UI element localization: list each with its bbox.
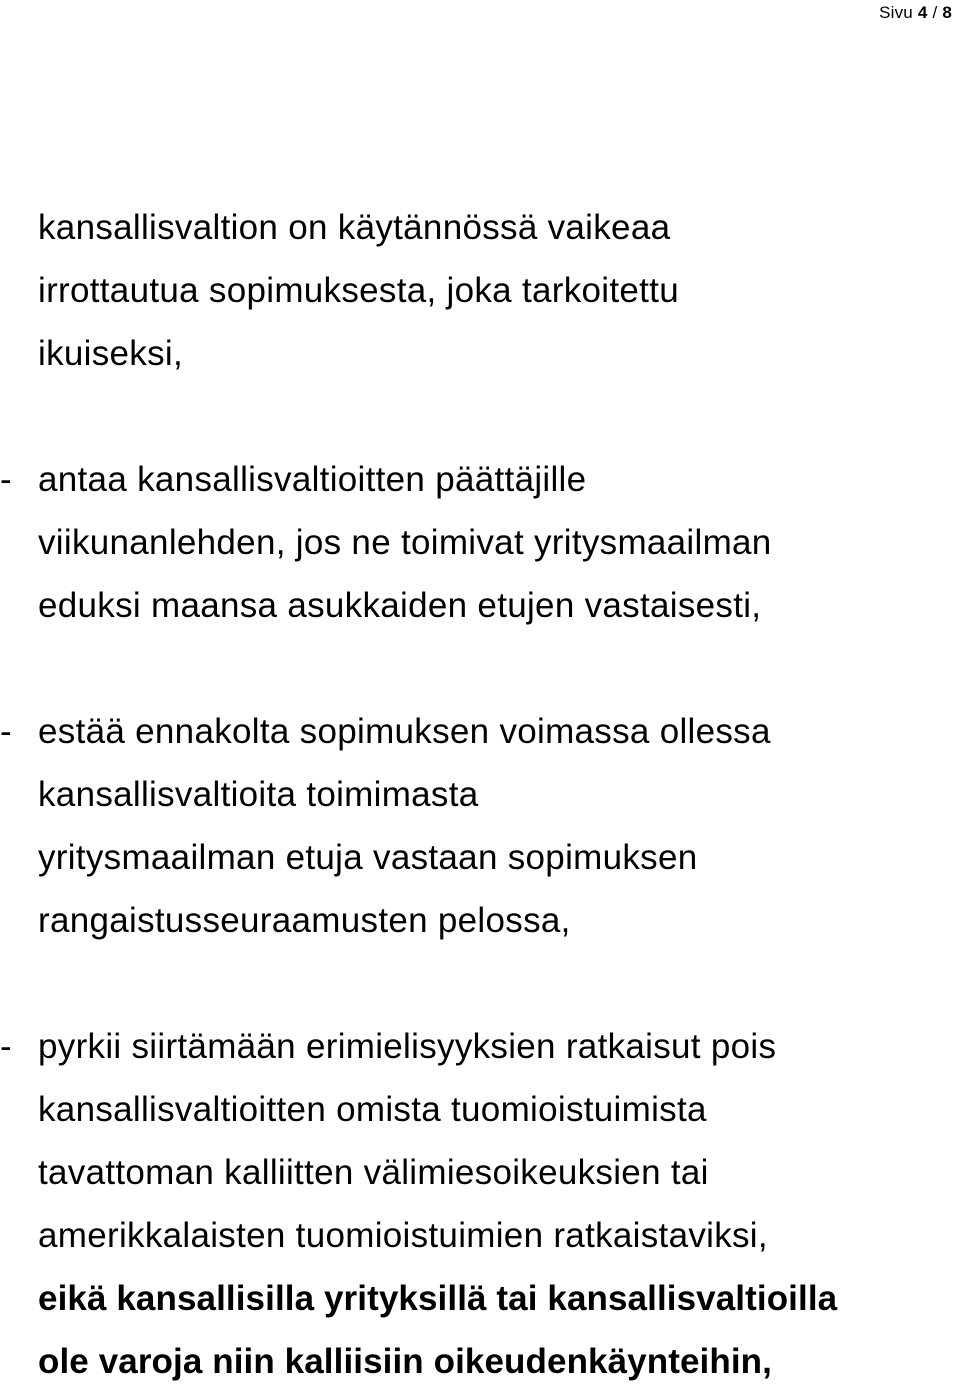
list-dash: - (0, 460, 12, 499)
paragraph-line: ikuiseksi, (38, 334, 183, 373)
paragraph-1 (0, 196, 960, 385)
paragraph-line: pyrkii siirtämään erimielisyyksien ratkaisut pois (38, 1027, 777, 1066)
paragraph-line: irrottautua sopimuksesta, joka tarkoitettu (38, 271, 679, 310)
current-page: 4 (917, 3, 928, 22)
paragraph-line: yritysmaailman etuja vastaan sopimuksen (38, 838, 698, 877)
page-number (879, 3, 952, 23)
paragraph-line: eikä kansallisilla yrityksillä tai kansallisvaltioilla (38, 1279, 838, 1318)
paragraph-4 (0, 1015, 960, 1393)
paragraph-line: eduksi maansa asukkaiden etujen vastaisesti, (38, 586, 762, 625)
paragraph-line: estää ennakolta sopimuksen voimassa ollessa (38, 712, 771, 751)
paragraph-line: viikunanlehden, jos ne toimivat yritysmaailman (38, 523, 772, 562)
paragraph-line: amerikkalaisten tuomioistuimien ratkaistaviksi, (38, 1216, 768, 1255)
paragraph-2 (0, 448, 960, 637)
paragraph-line: rangaistusseuraamusten pelossa, (38, 901, 571, 940)
paragraph-line: kansallisvaltioitten omista tuomioistuimista (38, 1090, 707, 1129)
page-separator: / (932, 3, 938, 22)
document-body (0, 196, 960, 1393)
paragraph-3 (0, 700, 960, 952)
list-dash: - (0, 712, 12, 751)
page-prefix: Sivu (879, 3, 913, 22)
paragraph-line: kansallisvaltioita toimimasta (38, 775, 479, 814)
paragraph-line: kansallisvaltion on käytännössä vaikeaa (38, 208, 671, 247)
list-dash: - (0, 1027, 12, 1066)
paragraph-line: tavattoman kalliitten välimiesoikeuksien tai (38, 1153, 709, 1192)
paragraph-line: ole varoja niin kalliisiin oikeudenkäynteihin, (38, 1342, 772, 1381)
total-pages: 8 (942, 3, 952, 22)
paragraph-line: antaa kansallisvaltioitten päättäjille (38, 460, 587, 499)
